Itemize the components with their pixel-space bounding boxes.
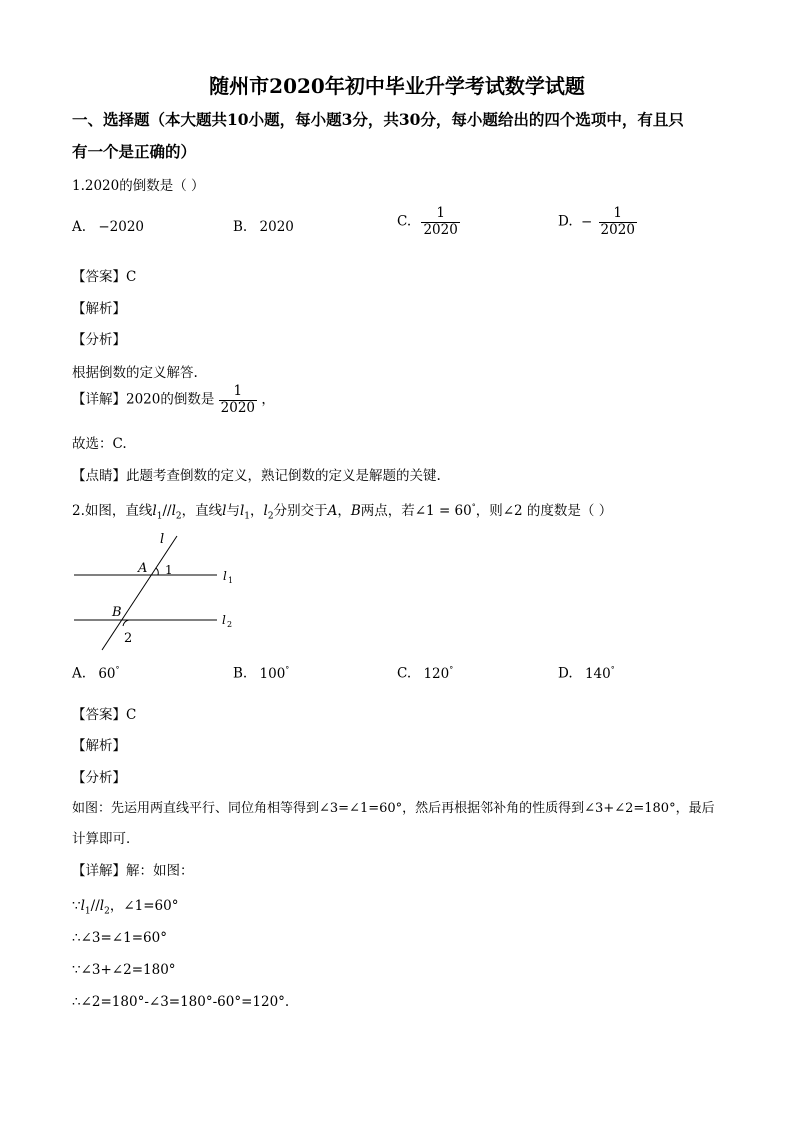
q2-stem-l1b: l [239, 503, 245, 519]
q1-option-d-label: D. [558, 213, 573, 230]
fig-label-l1: l [223, 569, 227, 583]
q2-stem-part4: ， [250, 503, 264, 519]
q1-detail-fraction [219, 384, 257, 416]
q1-fenxi: 【分析】 [72, 332, 126, 348]
q2-stem-l1: l [152, 503, 157, 519]
q1-option-c-label: C. [397, 213, 412, 230]
transversal-l [102, 536, 177, 650]
parallel-lines-figure [72, 530, 252, 655]
q2-option-b-label: B. [233, 665, 248, 682]
q2-answer: 【答案】C [72, 707, 137, 723]
q2-stem [72, 499, 612, 522]
q2-stem-l2b-sub: 2 [267, 511, 274, 522]
q2-option-c-value: 120 [423, 665, 450, 682]
q1-option-d-fraction [599, 206, 637, 238]
q2-stem-l1b-sub: 1 [244, 511, 251, 522]
q2-stem-part7: 两点，若∠1 = 60 [360, 503, 472, 519]
q1-choose: 故选：C. [72, 436, 127, 452]
q2-jiexi: 【解析】 [72, 738, 126, 754]
section-heading-line1: 一、选择题（本大题共10小题，每小题3分，共30分，每小题给出的四个选项中，有且只 [72, 110, 684, 129]
section-heading-line2: 有一个是正确的） [72, 142, 197, 161]
q1-option-d-sign: − [580, 213, 593, 230]
q2-option-a-label: A. [72, 665, 87, 682]
q2-stem-part1: 2.如图，直线 [72, 503, 153, 519]
q2-stem-part2: ，直线 [181, 503, 223, 519]
fig-label-a: A [138, 561, 148, 576]
q1-option-b [233, 219, 294, 235]
q1-comment: 【点睛】此题考查倒数的定义，熟记倒数的定义是解题的关键. [72, 468, 441, 484]
q2-stem-l2b: l [263, 503, 268, 519]
q2-option-a-degree: ° [115, 665, 120, 674]
fig-label-angle-1: 1 [165, 563, 173, 577]
q2-stem-part5: 分别交于 [273, 503, 328, 519]
q2-step1-l1-sub: 1 [84, 906, 91, 917]
q2-option-b-value: 100 [259, 665, 286, 682]
q2-step1 [72, 894, 178, 917]
q2-stem-point-a: A [327, 503, 338, 519]
angle-2-arc [123, 620, 129, 626]
fig-label-l2: l [222, 613, 226, 627]
q1-option-b-value: 2020 [259, 219, 294, 235]
q1-detail-suffix: ， [261, 391, 275, 408]
q2-stem-part8: ，则∠2 的度数是（ ） [475, 503, 613, 519]
q1-detail-numerator: 1 [233, 383, 243, 399]
q2-fenxi: 【分析】 [72, 770, 126, 786]
q1-option-a [72, 219, 144, 235]
q2-option-b-degree: ° [285, 665, 290, 674]
q1-stem: 1.2020的倒数是（ ） [72, 178, 205, 194]
angle-1-arc [156, 568, 158, 575]
q1-analysis: 根据倒数的定义解答. [72, 365, 198, 381]
q1-option-a-label: A. [72, 219, 87, 235]
q2-stem-l2: l [171, 503, 176, 519]
q2-stem-l: l [222, 503, 227, 519]
fig-label-l: l [160, 532, 165, 547]
q2-option-a [72, 665, 120, 682]
q2-option-d-value: 140 [584, 665, 611, 682]
q1-detail-denominator: 2020 [220, 399, 256, 416]
q2-stem-degree: ° [471, 502, 476, 512]
q2-stem-l1-sub: 1 [156, 511, 163, 522]
q2-option-a-value: 60 [98, 665, 116, 682]
q1-option-d-denominator: 2020 [600, 221, 635, 238]
q2-option-d-label: D. [558, 665, 573, 682]
q1-option-c-denominator: 2020 [423, 221, 458, 238]
fig-label-angle-2: 2 [124, 631, 133, 646]
q2-option-c-label: C. [397, 665, 412, 682]
q1-option-b-label: B. [233, 219, 248, 235]
q2-step4: ∴∠2=180°-∠3=180°-60°=120°. [72, 994, 290, 1010]
q2-step1-l2: l [99, 898, 105, 914]
q2-step1-parallel: // [90, 898, 100, 914]
q1-option-a-value: −2020 [98, 219, 145, 235]
q2-option-c-degree: ° [449, 665, 454, 674]
q1-option-d [558, 206, 637, 238]
q2-analysis-line2: 计算即可． [72, 831, 140, 847]
q2-stem-point-b: B [350, 503, 361, 519]
q1-option-c-fraction [421, 206, 459, 238]
q2-analysis-line1: 如图：先运用两直线平行、同位角相等得到∠3=∠1=60°，然后再根据邻补角的性质得到∠3+∠2=180°，最后 [72, 801, 715, 816]
q2-stem-l2-sub: 2 [175, 511, 182, 522]
q2-stem-part3: 与 [226, 503, 240, 519]
q1-option-d-numerator: 1 [613, 205, 623, 221]
q2-step3: ∵∠3+∠2=180° [72, 962, 176, 978]
q2-step1-post: ，∠1=60° [109, 898, 179, 914]
q1-detail-prefix: 【详解】2020的倒数是 [72, 391, 215, 408]
q1-option-c-numerator: 1 [436, 205, 445, 221]
q2-stem-part6: ， [337, 503, 351, 519]
q1-option-c [397, 206, 460, 238]
q2-option-d [558, 665, 615, 682]
fig-label-l1-sub: 1 [228, 576, 234, 585]
q2-step1-l2-sub: 2 [104, 906, 110, 917]
q2-step1-l1: l [80, 898, 85, 914]
q2-option-b [233, 665, 289, 682]
q2-option-d-degree: ° [610, 665, 615, 674]
q1-answer: 【答案】C [72, 269, 137, 285]
page-title: 随州市2020年初中毕业升学考试数学试题 [209, 74, 585, 98]
q2-stem-parallel: // [162, 503, 172, 519]
q1-jiexi: 【解析】 [72, 301, 126, 317]
fig-label-b: B [112, 605, 122, 620]
q2-step2: ∴∠3=∠1=60° [72, 930, 167, 946]
q2-step1-because: ∵ [72, 898, 81, 914]
q2-option-c [397, 665, 453, 682]
q1-detail [72, 384, 275, 416]
fig-label-l2-sub: 2 [227, 620, 233, 629]
q2-detail: 【详解】解：如图： [72, 863, 194, 879]
